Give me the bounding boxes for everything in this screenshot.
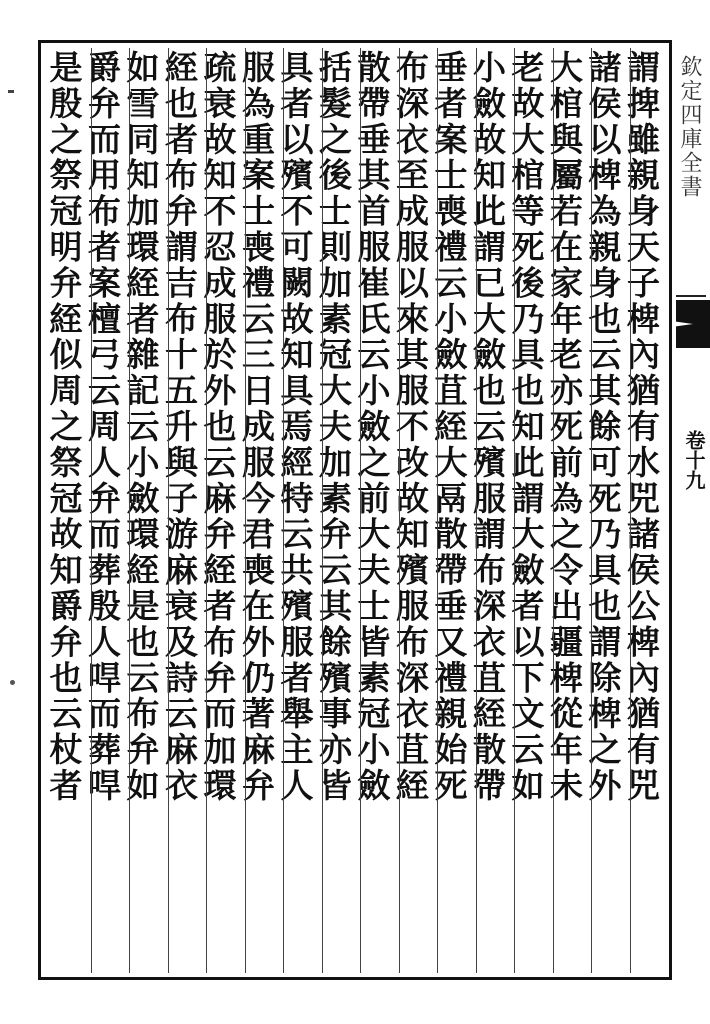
scan-speck xyxy=(10,680,15,685)
fold-title: 欽定四庫全書 xyxy=(677,55,702,199)
text-column: 老故大棺等死後乃具也知此謂大斂者以下文云如 xyxy=(506,50,546,804)
column-rule xyxy=(360,48,361,973)
text-column: 布深衣至成服以來其服不改故知殯服布深衣苴絰 xyxy=(391,50,430,804)
column-rule xyxy=(322,48,323,973)
column-rule xyxy=(437,48,438,973)
column-rule xyxy=(283,48,284,973)
column-rule xyxy=(553,48,554,973)
column-rule xyxy=(514,48,515,973)
text-column: 是殷之祭冠明弁絰似周之祭冠故知爵弁也云杖者 xyxy=(44,50,84,804)
fold-volume: 卷十九 xyxy=(682,430,706,490)
fold-divider xyxy=(676,295,706,297)
text-column: 諸侯以椑為親身也云其餘可死乃具也謂除椑之外 xyxy=(583,50,623,804)
column-rule xyxy=(168,48,169,973)
text-column: 絰也者布弁謂吉布十五升與子游麻衰及詩云麻衣 xyxy=(160,50,199,804)
column-rule xyxy=(399,48,400,973)
column-rule xyxy=(245,48,246,973)
text-column: 具者以殯不可闕故知具焉經特云共殯服者舉主人 xyxy=(275,50,315,804)
text-column: 疏衰故知不忍成服於外也云麻弁絰者布弁而加環 xyxy=(198,50,238,804)
column-rule xyxy=(630,48,631,973)
text-column: 爵弁而用布者案檀弓云周人弁而葬殷人哻而葬哻 xyxy=(83,50,122,804)
text-column: 散帶垂其首服崔氏云小斂之前大夫士皆素冠小斂 xyxy=(352,50,392,804)
text-column: 謂捭雖親身天子椑內猶有水兕諸侯公椑內猶有兕 xyxy=(622,50,661,804)
column-rule xyxy=(206,48,207,973)
column-rule xyxy=(591,48,592,973)
column-rule xyxy=(91,48,92,973)
text-column: 如雪同知加環絰者雜記云小斂環絰是也云布弁如 xyxy=(121,50,161,804)
scan-speck xyxy=(8,90,14,93)
column-rule xyxy=(129,48,130,973)
text-column: 大棺與屬若在家年老亦死前為之令出疆椑從年未 xyxy=(545,50,584,804)
text-column: 垂者案士喪禮云小斂苴絰大鬲散帶垂又禮親始死 xyxy=(429,50,469,804)
text-column: 服為重案士喪禮云三日成服今君喪在外仍著麻弁 xyxy=(237,50,276,804)
column-rule xyxy=(476,48,477,973)
text-column: 小斂故知此謂已大斂也云殯服謂布深衣苴絰散帶 xyxy=(468,50,507,804)
text-column: 括髮之後士則加素冠大夫加素弁云其餘殯事亦皆 xyxy=(314,50,353,804)
